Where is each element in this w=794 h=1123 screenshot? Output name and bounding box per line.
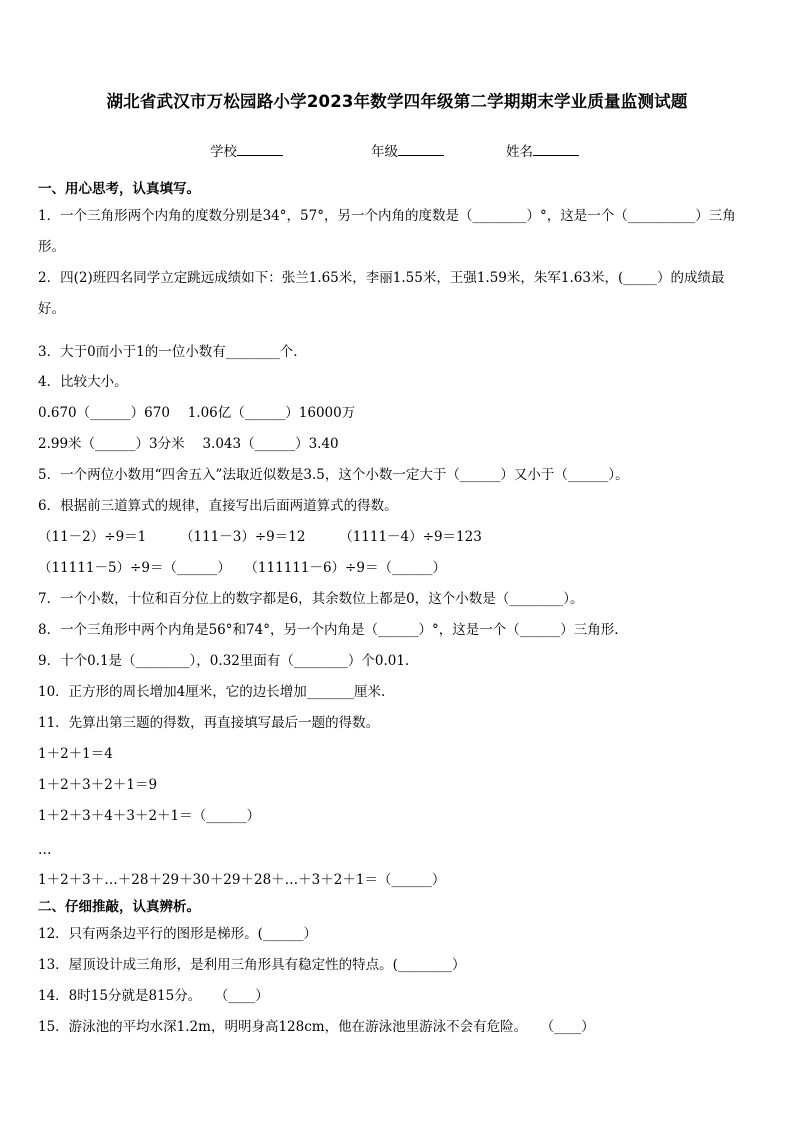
question-line: 1＋2＋1＝4 xyxy=(38,746,113,762)
question-line: 12．只有两条边平行的图形是梯形。(______） xyxy=(38,926,317,942)
question-line: 1＋2＋3＋2＋1＝9 xyxy=(38,777,158,793)
question-line: （11111－5）÷9＝（______） （111111－6）÷9＝（______） xyxy=(38,560,446,576)
question-line: 1＋2＋3＋4＋3＋2＋1＝（______） xyxy=(38,808,261,824)
school-blank[interactable] xyxy=(237,142,283,156)
grade-label: 年级 xyxy=(371,144,398,160)
question-line: 11．先算出第三题的得数，再直接填写最后一题的得数。 xyxy=(38,715,380,731)
school-label: 学校 xyxy=(210,144,237,160)
question-line: 14．8时15分就是815分。 （____） xyxy=(38,988,269,1004)
question-line: 0.670（______）670 1.06亿（______）16000万 xyxy=(38,405,356,421)
question-line: 3．大于0而小于1的一位小数有________个. xyxy=(38,344,298,360)
question-line: 8．一个三角形中两个内角是56°和74°，另一个内角是（______）°，这是一个（______）三角形. xyxy=(38,622,619,638)
question-line: 2.99米（______）3分米 3.043（______）3.40 xyxy=(38,436,339,452)
question-line: … xyxy=(38,842,52,858)
page-title: 湖北省武汉市万松园路小学2023年数学四年级第二学期期末学业质量监测试题 xyxy=(106,92,688,111)
name-label: 姓名 xyxy=(506,144,533,160)
section-heading: 一、用心思考，认真填写。 xyxy=(38,181,200,197)
grade-field xyxy=(371,140,444,160)
question-line: 10．正方形的周长增加4厘米，它的边长增加_______厘米. xyxy=(38,684,386,700)
question-line: 13．屋顶设计成三角形，是利用三角形具有稳定性的特点。(________） xyxy=(38,957,466,973)
question-line: 5．一个两位小数用“四舍五入”法取近似数是3.5，这个小数一定大于（______）又小于（______）。 xyxy=(38,467,629,483)
school-field xyxy=(210,140,283,160)
question-line: 9．十个0.1是（________），0.32里面有（________）个0.01. xyxy=(38,653,410,669)
question-line: 4．比较大小。 xyxy=(38,374,128,390)
grade-blank[interactable] xyxy=(398,142,444,156)
question-line: 1．一个三角形两个内角的度数分别是34°，57°，另一个内角的度数是（________）°，这是一个（__________）三角 xyxy=(38,208,736,224)
question-line: 15．游泳池的平均水深1.2m，明明身高128cm，他在游泳池里游泳不会有危险。 （____） xyxy=(38,1019,595,1035)
name-field xyxy=(506,140,579,160)
question-line: （11－2）÷9＝1 （111－3）÷9＝12 （1111－4）÷9＝123 xyxy=(38,529,482,545)
question-line: 7．一个小数，十位和百分位上的数字都是6，其余数位上都是0，这个小数是（________）。 xyxy=(38,591,584,607)
section-heading: 二、仔细推敲，认真辨析。 xyxy=(38,899,200,915)
question-line: 形。 xyxy=(38,239,65,255)
question-line: 6．根据前三道算式的规律，直接写出后面两道算式的得数。 xyxy=(38,498,398,514)
question-line: 1＋2＋3＋…＋28＋29＋30＋29＋28＋…＋3＋2＋1＝（______） xyxy=(38,872,446,888)
name-blank[interactable] xyxy=(533,142,579,156)
question-line: 2．四(2)班四名同学立定跳远成绩如下：张兰1.65米，李丽1.55米，王强1.59米，朱军1.63米，(_____）的成绩最 xyxy=(38,270,725,286)
question-line: 好。 xyxy=(38,301,65,317)
student-info-row xyxy=(0,140,794,158)
